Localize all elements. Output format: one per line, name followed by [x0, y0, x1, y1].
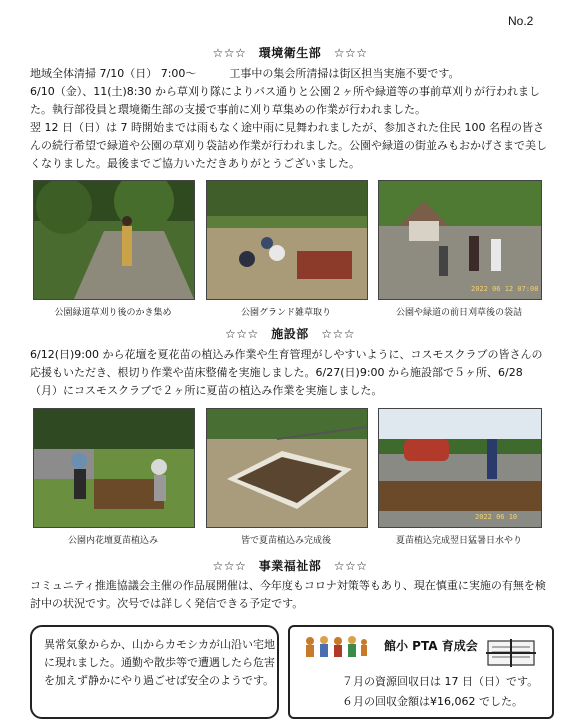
environment-body: 地域全体清掃 7/10（日） 7:00～ 工事中の集会所清掃は街区担当実施不要です。 6/10（金）、11(土)8:30 から草刈り隊によりバス通りと公園２ヶ所や緑道等の事前草刈りが行われました。執行部役員と環境衛生部の支援で事前に刈り草集めの作業が行われました。 翌 12 日（日）は 7 時開始までは雨もなく途中雨に見舞われましたが、参加された住民 100 名程の皆さんの続行希望で緑道や公園の草刈り袋詰め作業が行われました。公園や緑道の街並みもおかげさまで美しくなりました。最後までご協力いただきありがとうございました。	[30, 67, 547, 170]
pta-box	[288, 625, 554, 719]
photo-timestamp: 2022 06 12 07:08	[471, 285, 539, 293]
pta-collection-date: ７月の資源回収日は 17 日（日）です。	[342, 675, 539, 688]
photo-caption: 公園緑道草刈り後のかき集め	[54, 308, 172, 318]
photo-caption: 公園グランド雑草取り	[240, 308, 331, 318]
facilities-body: 6/12(日)9:00 から花壇を夏花苗の植込み作業や生育管理がしやすいように、コスモスクラブの皆さんの応援もいただき、根切り作業や苗床整備を実施しました。6/27(日)9:00 から施設部で５ヶ所、6/28（月）にコスモスクラブで２ヶ所に夏苗の植込み作業を実施しました。	[30, 348, 543, 397]
environment-heading: ☆☆☆ 環境衛生部 ☆☆☆	[212, 46, 368, 60]
photo-caption: 公園内花壇夏苗植込み	[67, 536, 158, 546]
wildlife-notice-box	[30, 625, 279, 719]
children-group-icon	[302, 635, 370, 661]
facilities-heading: ☆☆☆ 施設部 ☆☆☆	[224, 327, 356, 341]
pta-collection-amount: ６月の回収金額は¥16,062 でした。	[342, 695, 523, 708]
photo-park-path-raking	[33, 180, 195, 300]
wildlife-notice-text: 異常気象からか、山からカモシカが山沿い宅地に現れました。通勤や散歩等で遭遇したら危害を加えず静かにやり過ごせば安全のようです。	[44, 638, 275, 687]
welfare-heading: ☆☆☆ 事業福祉部 ☆☆☆	[212, 559, 368, 573]
photo-caption: 夏苗植込完成翌日猛暑日水やり	[395, 536, 522, 546]
photo-caption: 皆で夏苗植込み完成後	[240, 536, 331, 546]
photo-timestamp: 2022 06 10	[475, 513, 518, 521]
photo-flowerbed-planting	[33, 408, 195, 528]
photo-flowerbed-completed	[206, 408, 368, 528]
photo-grass-bagging	[378, 180, 542, 300]
page-number: No.2	[508, 14, 534, 28]
welfare-body: コミュニティ推進協議会主催の作品展開催は、今年度もコロナ対策等もあり、現在慎重に実施の有無を検討中の状況です。次号では詳しく発信できる予定です。	[30, 579, 546, 610]
pta-title: 館小 PTA 育成会	[384, 639, 478, 653]
newspaper-bundle-icon	[486, 635, 538, 669]
photo-park-ground-weeding	[206, 180, 368, 300]
photo-caption: 公園や緑道の前日刈草後の袋詰	[395, 308, 522, 318]
photo-watering	[378, 408, 542, 528]
